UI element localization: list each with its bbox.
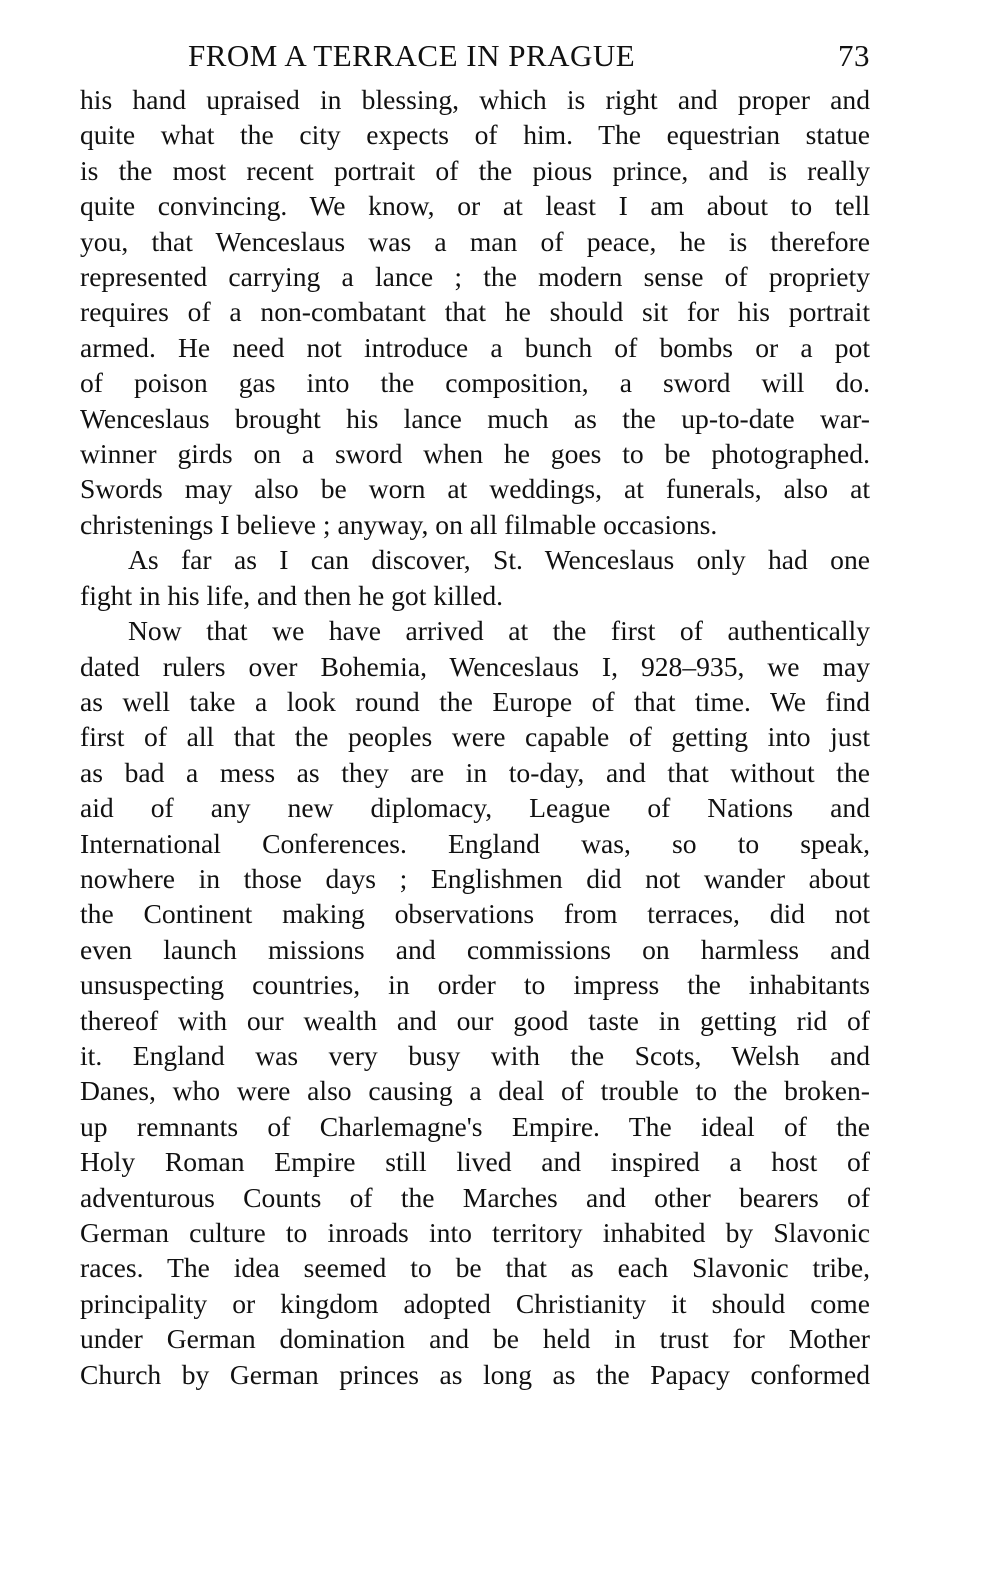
text-line: his hand upraised in blessing, which is right and proper and: [80, 84, 870, 115]
text-line: up remnants of Charlemagne's Empire. The ideal of the: [80, 1110, 870, 1142]
text-line: International Conferences. England was, so to speak,: [80, 827, 870, 859]
text-line: Now that we have arrived at the first of authentically: [128, 615, 870, 647]
text-line: Holy Roman Empire still lived and inspired a host of: [80, 1146, 870, 1178]
text-line: unsuspecting countries, in order to impress the inhabitants: [80, 969, 870, 1001]
text-line: dated rulers over Bohemia, Wenceslaus I, 928–935, we may: [80, 650, 870, 682]
text-line: adventurous Counts of the Marches and other bearers of: [80, 1181, 870, 1213]
page-number: 73: [838, 38, 870, 73]
text-line: nowhere in those days ; Englishmen did not wander about: [80, 862, 870, 894]
text-line: as bad a mess as they are in to-day, and that without the: [80, 756, 870, 788]
text-line: the Continent making observations from terraces, did not: [80, 898, 870, 930]
text-line: christenings I believe ; anyway, on all filmable occasions.: [80, 508, 718, 540]
text-line: quite what the city expects of him. The equestrian statue: [80, 119, 870, 151]
text-line: thereof with our wealth and our good taste in getting rid of: [80, 1004, 870, 1036]
text-line: represented carrying a lance ; the modern sense of propriety: [80, 261, 870, 293]
text-line: armed. He need not introduce a bunch of bombs or a pot: [80, 331, 870, 363]
text-line: principality or kingdom adopted Christianity it should come: [80, 1287, 870, 1319]
text-line: as well take a look round the Europe of that time. We find: [80, 685, 870, 717]
text-line: Danes, who were also causing a deal of trouble to the broken-: [80, 1075, 870, 1107]
text-line: winner girds on a sword when he goes to be photographed.: [80, 438, 870, 470]
text-line: German culture to inroads into territory inhabited by Slavonic: [80, 1217, 870, 1248]
text-line: fight in his life, and then he got killed.: [80, 579, 504, 611]
text-line: Church by German princes as long as the Papacy conformed: [80, 1358, 870, 1390]
text-line: it. England was very busy with the Scots, Welsh and: [80, 1039, 870, 1071]
text-line: As far as I can discover, St. Wenceslaus only had one: [128, 544, 870, 576]
body-text: [80, 82, 870, 1392]
text-line: quite convincing. We know, or at least I am about to tell: [80, 190, 870, 222]
text-line: is the most recent portrait of the pious prince, and is really: [80, 154, 870, 186]
text-line: of poison gas into the composition, a sword will do.: [80, 367, 870, 399]
book-page: [80, 38, 870, 1392]
text-line: races. The idea seemed to be that as each Slavonic tribe,: [80, 1252, 870, 1284]
text-line: aid of any new diplomacy, League of Nations and: [80, 792, 870, 824]
text-line: Swords may also be worn at weddings, at funerals, also at: [80, 473, 870, 505]
text-line: you, that Wenceslaus was a man of peace, he is therefore: [80, 225, 870, 257]
text-line: Wenceslaus brought his lance much as the up-to-date war-: [80, 402, 870, 434]
running-title: FROM A TERRACE IN PRAGUE: [188, 38, 636, 73]
running-header: [80, 38, 870, 82]
text-line: even launch missions and commissions on harmless and: [80, 933, 870, 965]
text-line: under German domination and be held in trust for Mother: [80, 1323, 870, 1355]
text-line: first of all that the peoples were capable of getting into just: [80, 721, 870, 753]
text-line: requires of a non-combatant that he should sit for his portrait: [80, 296, 870, 328]
